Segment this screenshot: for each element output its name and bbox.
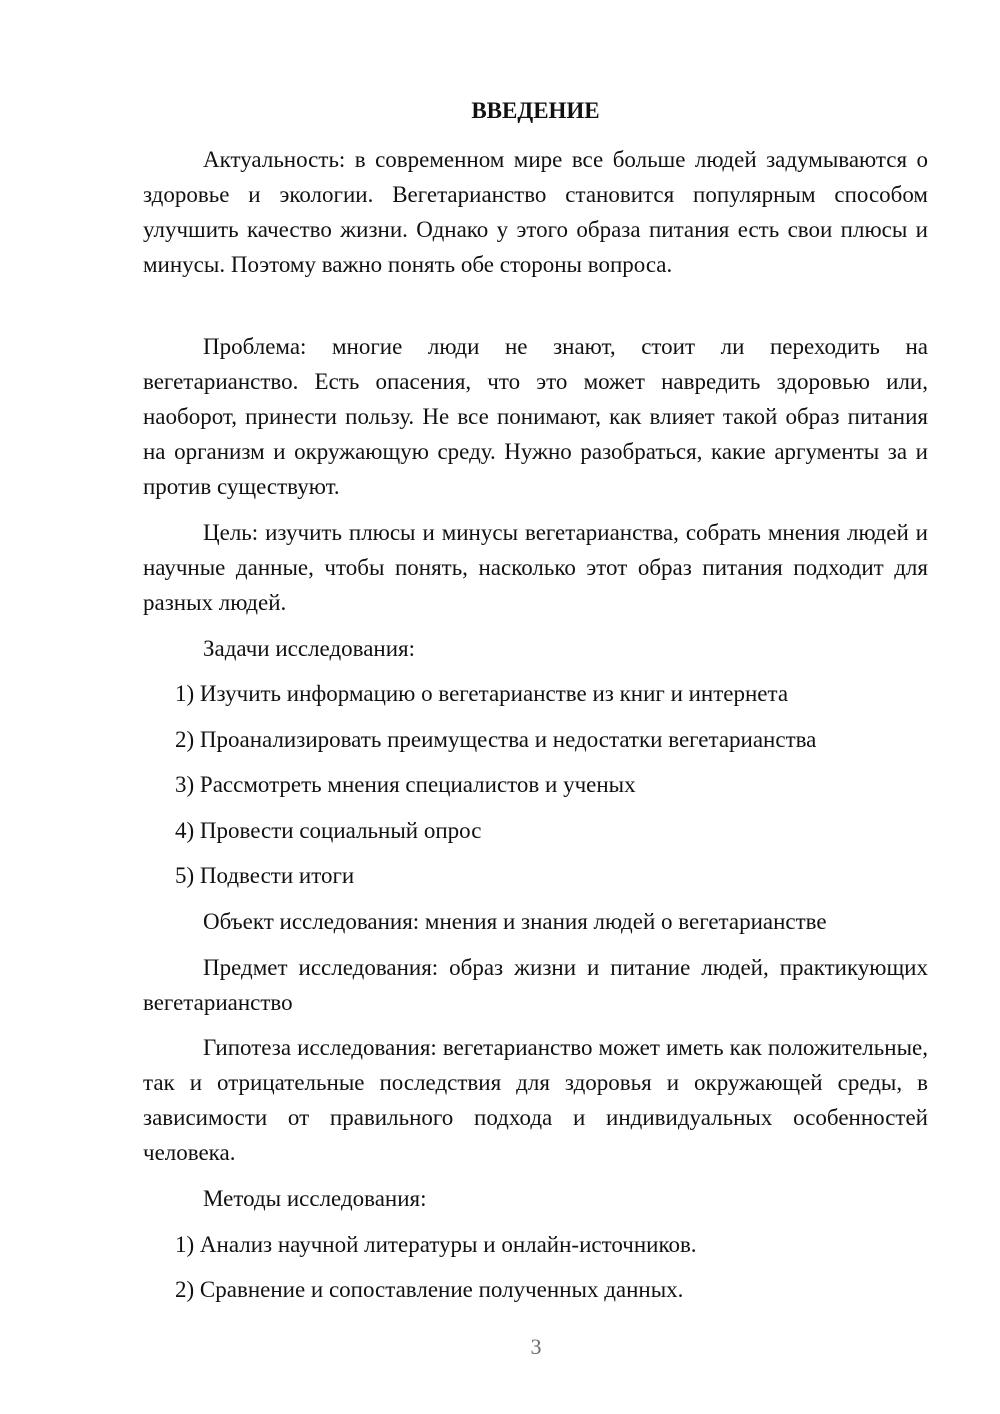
section-title: ВВЕДЕНИЕ [471,98,600,123]
list-item-method-1: 1) Анализ научной литературы и онлайн-источников. [175,1232,697,1257]
list-item-task-5: 5) Подвести итоги [175,863,355,888]
paragraph-problem: Проблема: многие люди не знают, стоит ли переходить на вегетарианство. Есть опасения, что это может навредить здоровью или, наоборот, принести пользу. Не все понимают, как влияет такой образ питания на организм и окружающую среду. Нужно разобраться, какие аргументы за и против существуют. [143,334,928,499]
list-item-task-1: 1) Изучить информацию о вегетарианстве из книг и интернета [175,681,789,706]
paragraph-relevance: Актуальность: в современном мире все больше людей задумываются о здоровье и экологии. Вегетарианство становится популярным способом улучшить качество жизни. Однако у этого образа питания есть свои плюсы и минусы. Поэтому важно понять обе стороны вопроса. [143,147,928,277]
paragraph-goal: Цель: изучить плюсы и минусы вегетарианства, собрать мнения людей и научные данные, чтобы понять, насколько этот образ питания подходит для разных людей. [143,520,928,615]
paragraph-hypothesis: Гипотеза исследования: вегетарианство может иметь как положительные, так и отрицательные последствия для здоровья и окружающей среды, в зависимости от правильного подхода и индивидуальных особенностей человека. [143,1035,928,1165]
tasks-heading: Задачи исследования: [203,636,416,661]
paragraph-subject: Предмет исследования: образ жизни и питание людей, практикующих вегетарианство [143,955,928,1015]
list-item-task-4: 4) Провести социальный опрос [175,818,482,843]
methods-heading: Методы исследования: [203,1186,427,1211]
list-item-task-2: 2) Проанализировать преимущества и недостатки вегетарианства [175,727,817,752]
list-item-method-2: 2) Сравнение и сопоставление полученных данных. [175,1277,684,1302]
list-item-task-3: 3) Рассмотреть мнения специалистов и ученых [175,772,636,797]
page-number: 3 [530,1334,542,1359]
paragraph-object: Объект исследования: мнения и знания людей о вегетарианстве [203,909,827,934]
